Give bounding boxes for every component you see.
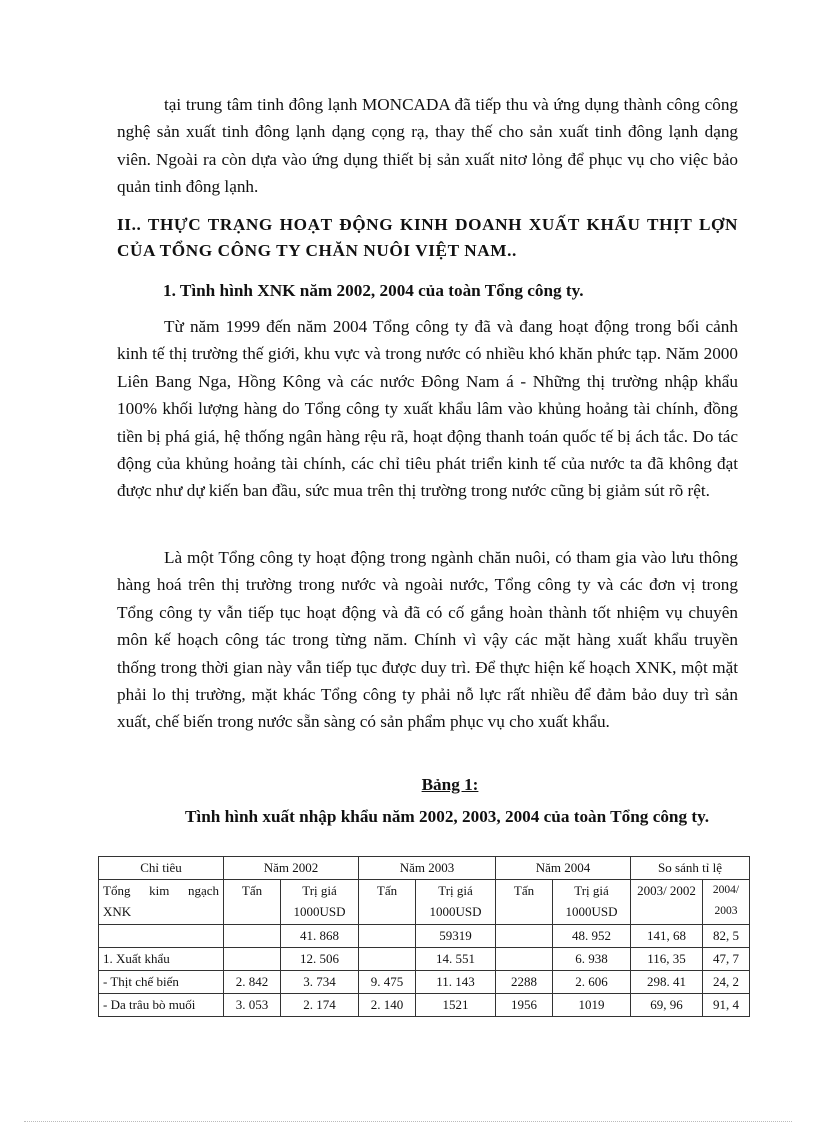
paragraph-context: Từ năm 1999 đến năm 2004 Tổng công ty đã và đang hoạt động trong bối cảnh kinh tế thị trường thế giới, khu vực và trong nước có nhiều khó khăn phức tạp. Năm 2000 Liên Bang Nga, Hồng Kông và các nước Đông Nam á - Những thị trường nhập khẩu 100% khối lượng hàng do Tổng công ty xuất khẩu lâm vào khủng hoảng tài chính, đồng tiền bị phá giá, hệ thống ngân hàng rệu rã, hoạt động thanh toán quốc tế bị ách tắc. Do tác động của khủng hoảng tài chính, các chỉ tiêu phát triển kinh tế của nước ta đã không đạt được như dự kiến ban đầu, sức mua trên thị trường trong nước cũng bị giảm sút rõ rệt. <box>117 317 739 501</box>
subheader-ratio-2004-2003: 2004/ 2003 <box>703 880 750 925</box>
subheader-indicator: Tổng kim ngạch XNK <box>99 880 224 925</box>
subheader-value: Trị giá 1000USD <box>553 880 631 925</box>
header-2003: Năm 2003 <box>359 857 496 880</box>
table-cell: 59319 <box>416 925 496 948</box>
subheader-tons: Tấn <box>224 880 281 925</box>
table-cell: 141, 68 <box>631 925 703 948</box>
table-cell <box>224 948 281 971</box>
header-compare: So sánh tỉ lệ <box>631 857 750 880</box>
table-subheader-row <box>99 880 750 925</box>
table-cell: 3. 734 <box>281 971 359 994</box>
table-caption-label: Bảng 1: <box>421 775 479 794</box>
table-cell <box>496 925 553 948</box>
table-cell: 48. 952 <box>553 925 631 948</box>
table-caption-title: Tình hình xuất nhập khẩu năm 2002, 2003, 2004 của toàn Tổng công ty. <box>184 807 710 826</box>
table-cell: 6. 938 <box>553 948 631 971</box>
table-cell <box>359 948 416 971</box>
header-2004: Năm 2004 <box>496 857 631 880</box>
table-cell: 2. 174 <box>281 994 359 1017</box>
header-indicator: Chỉ tiêu <box>99 857 224 880</box>
table-cell: 2. 606 <box>553 971 631 994</box>
table-cell <box>99 925 224 948</box>
paragraph-operations: Là một Tổng công ty hoạt động trong ngành chăn nuôi, có tham gia vào lưu thông hàng hoá trên thị trường trong nước và ngoài nước, Tổng công ty và các đơn vị trong Tổng công ty vẫn tiếp tục hoạt động và đã có cố gắng hoàn thành tốt nhiệm vụ chuyên môn kế hoạch công tác trong từng năm. Chính vì vậy các mặt hàng xuất khẩu truyền thống trong thời gian này vẫn tiếp tục được duy trì. Để thực hiện kế hoạch XNK, một mặt phải lo thị trường, mặt khác Tổng công ty phải nỗ lực rất nhiều để đảm bảo duy trì sản xuất, chế biến trong nước sẵn sàng có sản phẩm phục vụ cho xuất khẩu. <box>117 548 739 732</box>
table-cell: 69, 96 <box>631 994 703 1017</box>
table-cell: 298. 41 <box>631 971 703 994</box>
table-cell: 24, 2 <box>703 971 750 994</box>
table-cell: 9. 475 <box>359 971 416 994</box>
table-cell: 2288 <box>496 971 553 994</box>
table-cell <box>224 925 281 948</box>
table-cell: 11. 143 <box>416 971 496 994</box>
intro-paragraph: tại trung tâm tinh đông lạnh MONCADA đã tiếp thu và ứng dụng thành công công nghệ sản xuất tinh đông lạnh dạng cọng rạ, thay thế cho sản xuất tinh đông lạnh dạng viên. Ngoài ra còn dựa vào ứng dụng thiết bị sản xuất nitơ lỏng để phục vụ cho việc bảo quản tinh đông lạnh. <box>117 95 739 197</box>
table-cell: 2. 140 <box>359 994 416 1017</box>
subheading: 1. Tình hình XNK năm 2002, 2004 của toàn Tổng công ty. <box>163 281 584 300</box>
table-cell: 3. 053 <box>224 994 281 1017</box>
table-cell: 47, 7 <box>703 948 750 971</box>
table-cell: 41. 868 <box>281 925 359 948</box>
table-cell: - Thịt chế biến <box>99 971 224 994</box>
table-cell: 91, 4 <box>703 994 750 1017</box>
table-cell: 14. 551 <box>416 948 496 971</box>
header-2002: Năm 2002 <box>224 857 359 880</box>
table-cell: 1956 <box>496 994 553 1017</box>
table-cell: 1521 <box>416 994 496 1017</box>
table-cell: - Da trâu bò muối <box>99 994 224 1017</box>
table-row <box>99 994 750 1017</box>
table-cell: 12. 506 <box>281 948 359 971</box>
table-row <box>99 971 750 994</box>
table-cell: 2. 842 <box>224 971 281 994</box>
page-bottom-divider <box>24 1121 792 1122</box>
section-heading: II.. THỰC TRẠNG HOẠT ĐỘNG KINH DOANH XUẤT KHẨU THỊT LỢN CỦA TỔNG CÔNG TY CHĂN NUÔI VIỆT NAM.. <box>117 215 738 260</box>
subheader-value: Trị giá 1000USD <box>416 880 496 925</box>
export-import-table <box>98 856 750 1017</box>
table-row <box>99 925 750 948</box>
subheader-value: Trị giá 1000USD <box>281 880 359 925</box>
table-cell: 1. Xuất khẩu <box>99 948 224 971</box>
table-cell <box>359 925 416 948</box>
table-header-row <box>99 857 750 880</box>
table-row <box>99 948 750 971</box>
subheader-tons: Tấn <box>496 880 553 925</box>
table-cell: 1019 <box>553 994 631 1017</box>
table-cell <box>496 948 553 971</box>
table-cell: 82, 5 <box>703 925 750 948</box>
subheader-ratio-2003-2002: 2003/ 2002 <box>631 880 703 925</box>
table-cell: 116, 35 <box>631 948 703 971</box>
subheader-tons: Tấn <box>359 880 416 925</box>
